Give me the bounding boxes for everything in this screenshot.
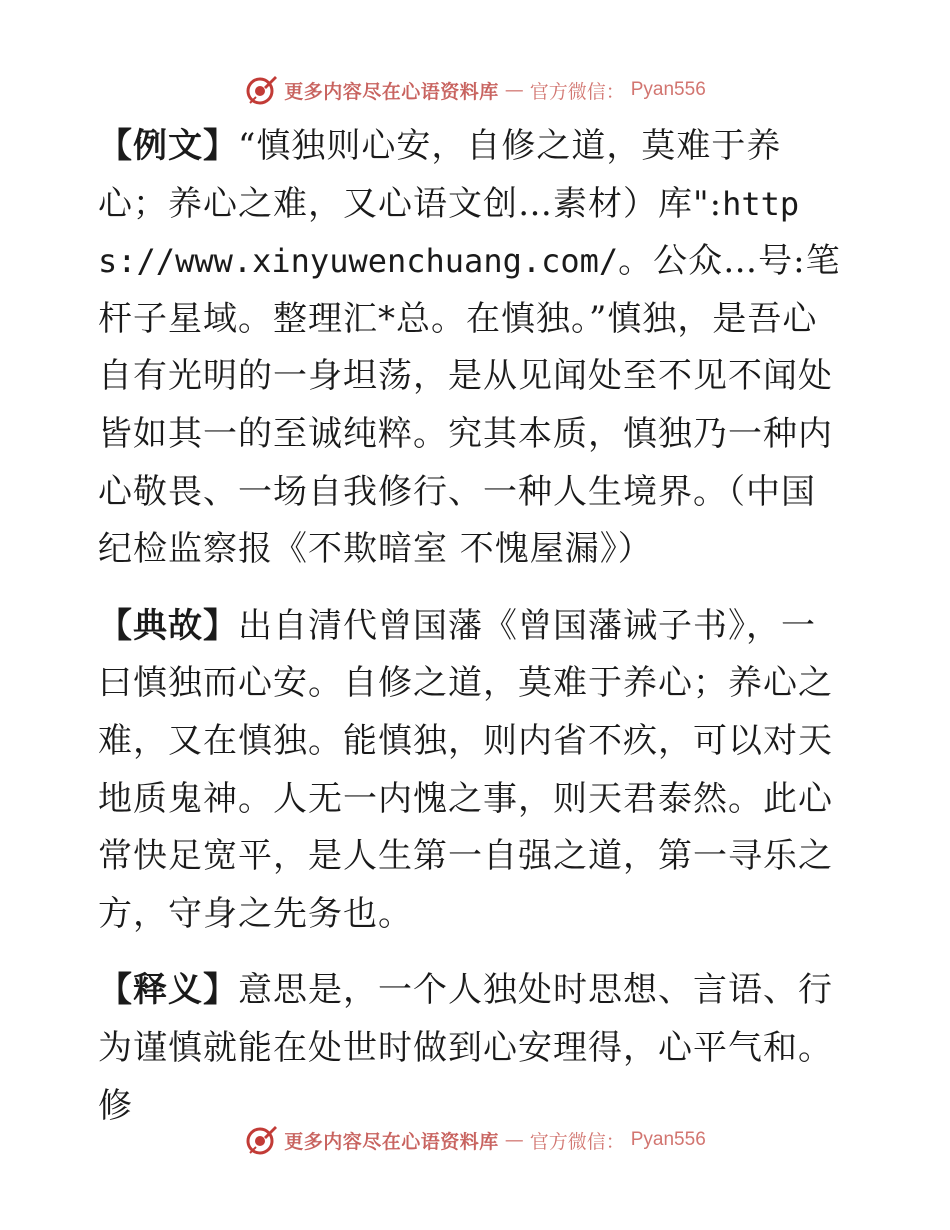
paragraph-tag: 【例文】 [98,126,238,166]
header-banner [0,70,950,110]
pen-logo-icon [244,1123,278,1157]
paragraph-text: “慎独则心安，自修之道，莫难于养心；养心之难，又心语文创…素材）库": [98,126,782,224]
pen-logo-icon [244,73,278,107]
banner-dash: — [504,79,524,101]
banner-title: 更多内容尽在心语资料库 [284,80,499,103]
paragraph-allusion [98,598,850,944]
banner-title: 更多内容尽在心语资料库 [284,1130,499,1153]
banner-wechat-label: 官方微信： [529,1130,625,1153]
banner-wechat-id: Pyan556 [630,1129,706,1150]
paragraph-text-continued: 。公众…号:笔杆子星域。整理汇*总。在慎独。”慎独，是吾心自有光明的一身坦荡，是从见闻处至不见不闻处皆如其一的至诚纯粹。究其本质，慎独乃一种内心敬畏、一场自我修行、一种人生境界。（中国纪检监察报《不欺暗室 不愧屋漏》） [98,241,841,570]
paragraph-text: 意思是，一个人独处时思想、言语、行为谨慎就能在处世时做到心安理得，心平气和。修 [98,970,833,1126]
paragraph-tag: 【典故】 [98,605,238,646]
paragraph-tag: 【释义】 [98,970,238,1011]
paragraph-explanation [98,962,850,1135]
paragraph-text: 出自清代曾国藩《曾国藩诫子书》，一曰慎独而心安。自修之道，莫难于养心；养心之难，又在慎独。能慎独，则内省不疚，可以对天地质鬼神。人无一内愧之事，则天君泰然。此心常快足宽平，是人生第一自强之道，第一寻乐之方，守身之先务也。 [98,605,833,934]
source-url: https://www.xinyuwenchuang.com/ [98,184,800,281]
footer-banner [0,1120,950,1160]
banner-wechat-id: Pyan556 [630,79,706,100]
banner-dash: — [504,1129,524,1151]
banner-wechat-label: 官方微信： [529,80,625,103]
document-body [98,118,850,1154]
paragraph-example [98,118,850,579]
